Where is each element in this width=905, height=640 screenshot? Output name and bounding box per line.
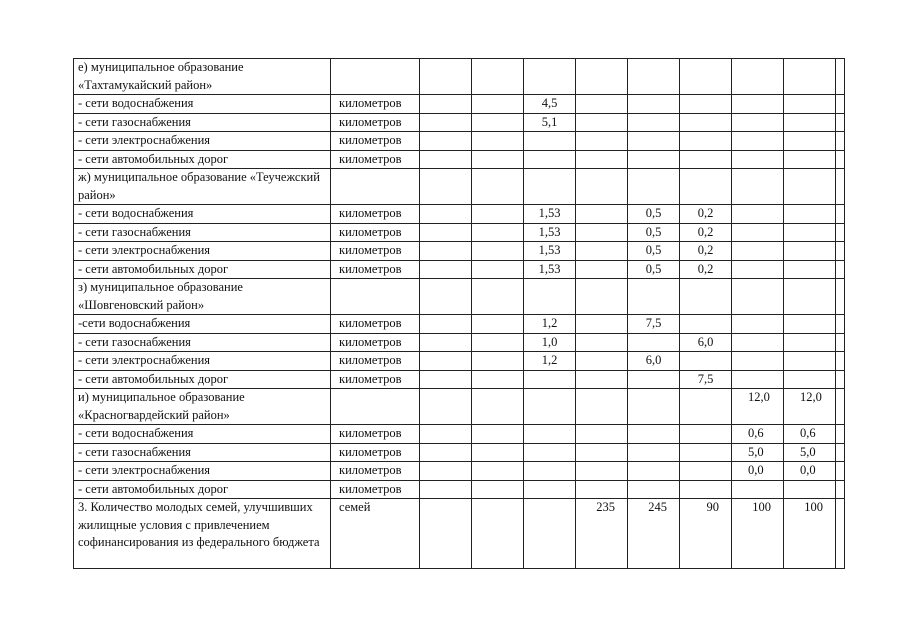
value-cell: [420, 260, 472, 279]
value-cell: [680, 169, 732, 205]
value-cell: [680, 315, 732, 334]
value-cell: [784, 279, 836, 315]
value-cell: [784, 113, 836, 132]
value-cell: 5,1: [524, 113, 576, 132]
value-cell: [472, 480, 524, 499]
value-cell: [628, 443, 680, 462]
value-cell: [472, 169, 524, 205]
value-cell: [472, 223, 524, 242]
value-cell: [732, 279, 784, 315]
value-cell: [472, 59, 524, 95]
value-cell: [732, 205, 784, 224]
table-row: [74, 169, 845, 205]
value-cell: 12,0: [784, 389, 836, 425]
value-cell: [628, 389, 680, 425]
value-cell: [628, 425, 680, 444]
value-cell: [628, 279, 680, 315]
value-cell: [420, 113, 472, 132]
unit-cell: километров: [331, 352, 420, 371]
row-name-cell: ж) муниципальное образование «Теучежский район»: [74, 169, 331, 205]
value-cell: 7,5: [680, 370, 732, 389]
value-cell: [836, 443, 845, 462]
value-cell: [732, 333, 784, 352]
value-cell: [836, 260, 845, 279]
value-cell: [628, 169, 680, 205]
value-cell: [576, 150, 628, 169]
value-cell: [472, 333, 524, 352]
value-cell: [732, 169, 784, 205]
value-cell: 245: [628, 499, 680, 569]
value-cell: 0,5: [628, 205, 680, 224]
value-cell: [576, 462, 628, 481]
value-cell: 6,0: [680, 333, 732, 352]
value-cell: 1,53: [524, 223, 576, 242]
value-cell: [680, 279, 732, 315]
row-name-cell: - сети водоснабжения: [74, 205, 331, 224]
unit-cell: километров: [331, 132, 420, 151]
unit-cell: километров: [331, 113, 420, 132]
value-cell: 0,2: [680, 223, 732, 242]
unit-cell: километров: [331, 260, 420, 279]
value-cell: [524, 279, 576, 315]
table-row: [74, 462, 845, 481]
value-cell: [732, 59, 784, 95]
value-cell: [680, 389, 732, 425]
value-cell: 1,0: [524, 333, 576, 352]
value-cell: [420, 480, 472, 499]
value-cell: 5,0: [732, 443, 784, 462]
value-cell: [784, 260, 836, 279]
value-cell: [784, 150, 836, 169]
value-cell: [680, 480, 732, 499]
row-name-cell: е) муниципальное образование «Тахтамукайский район»: [74, 59, 331, 95]
value-cell: 1,53: [524, 260, 576, 279]
value-cell: 90: [680, 499, 732, 569]
table-row: [74, 150, 845, 169]
value-cell: [680, 95, 732, 114]
value-cell: [576, 279, 628, 315]
value-cell: [784, 132, 836, 151]
value-cell: [576, 333, 628, 352]
unit-cell: километров: [331, 462, 420, 481]
unit-cell: километров: [331, 370, 420, 389]
value-cell: [628, 480, 680, 499]
table-row: [74, 480, 845, 499]
row-name-cell: - сети электроснабжения: [74, 132, 331, 151]
value-cell: [836, 389, 845, 425]
value-cell: [576, 113, 628, 132]
value-cell: [472, 242, 524, 261]
value-cell: [836, 169, 845, 205]
value-cell: [472, 352, 524, 371]
row-name-cell: - сети водоснабжения: [74, 95, 331, 114]
value-cell: [784, 169, 836, 205]
value-cell: [784, 352, 836, 371]
value-cell: [628, 113, 680, 132]
value-cell: [680, 462, 732, 481]
value-cell: 0,6: [732, 425, 784, 444]
row-name-cell: - сети электроснабжения: [74, 462, 331, 481]
value-cell: [784, 223, 836, 242]
value-cell: [524, 499, 576, 569]
value-cell: 0,2: [680, 242, 732, 261]
value-cell: [524, 443, 576, 462]
row-name-cell: - сети газоснабжения: [74, 443, 331, 462]
value-cell: 235: [576, 499, 628, 569]
value-cell: [784, 242, 836, 261]
value-cell: 0,2: [680, 260, 732, 279]
value-cell: [784, 480, 836, 499]
value-cell: [472, 279, 524, 315]
table-row: [74, 205, 845, 224]
value-cell: [576, 205, 628, 224]
value-cell: [472, 389, 524, 425]
value-cell: [576, 480, 628, 499]
row-name-cell: - сети электроснабжения: [74, 242, 331, 261]
value-cell: 0,5: [628, 242, 680, 261]
value-cell: [680, 352, 732, 371]
unit-cell: семей: [331, 499, 420, 569]
value-cell: [472, 462, 524, 481]
unit-cell: [331, 279, 420, 315]
row-name-cell: - сети газоснабжения: [74, 113, 331, 132]
value-cell: [836, 113, 845, 132]
unit-cell: километров: [331, 443, 420, 462]
value-cell: [420, 462, 472, 481]
value-cell: [524, 370, 576, 389]
table-row: [74, 59, 845, 95]
value-cell: [576, 132, 628, 151]
value-cell: [524, 425, 576, 444]
value-cell: [836, 333, 845, 352]
value-cell: 0,5: [628, 260, 680, 279]
value-cell: [732, 370, 784, 389]
row-name-cell: - сети автомобильных дорог: [74, 260, 331, 279]
value-cell: [836, 370, 845, 389]
value-cell: [524, 59, 576, 95]
table-row: [74, 279, 845, 315]
value-cell: 12,0: [732, 389, 784, 425]
value-cell: [628, 333, 680, 352]
value-cell: [628, 150, 680, 169]
value-cell: [732, 150, 784, 169]
table-row: [74, 113, 845, 132]
value-cell: [784, 205, 836, 224]
value-cell: [472, 132, 524, 151]
row-name-cell: и) муниципальное образование «Красногвардейский район»: [74, 389, 331, 425]
value-cell: [420, 389, 472, 425]
value-cell: [420, 499, 472, 569]
table-row: [74, 242, 845, 261]
value-cell: [836, 132, 845, 151]
value-cell: 100: [784, 499, 836, 569]
table-row: [74, 132, 845, 151]
row-name-cell: - сети автомобильных дорог: [74, 150, 331, 169]
value-cell: [628, 95, 680, 114]
value-cell: [420, 333, 472, 352]
table-row: [74, 352, 845, 371]
value-cell: [732, 260, 784, 279]
unit-cell: [331, 389, 420, 425]
value-cell: [680, 150, 732, 169]
value-cell: [472, 315, 524, 334]
value-cell: [732, 113, 784, 132]
value-cell: [472, 150, 524, 169]
value-cell: [836, 95, 845, 114]
table-row: [74, 315, 845, 334]
value-cell: [472, 205, 524, 224]
row-name-cell: 3. Количество молодых семей, улучшивших жилищные условия с привлечением софинансирования из федерального бюджета: [74, 499, 331, 569]
value-cell: [576, 59, 628, 95]
value-cell: 1,2: [524, 352, 576, 371]
value-cell: [524, 462, 576, 481]
unit-cell: километров: [331, 150, 420, 169]
value-cell: [732, 480, 784, 499]
value-cell: [420, 150, 472, 169]
table-row: [74, 370, 845, 389]
value-cell: [836, 279, 845, 315]
value-cell: [836, 499, 845, 569]
value-cell: [472, 95, 524, 114]
unit-cell: километров: [331, 480, 420, 499]
table-row: [74, 95, 845, 114]
value-cell: [420, 352, 472, 371]
value-cell: [836, 150, 845, 169]
indicators-table: [73, 58, 845, 569]
value-cell: [576, 352, 628, 371]
value-cell: [420, 205, 472, 224]
value-cell: 0,2: [680, 205, 732, 224]
value-cell: [732, 352, 784, 371]
value-cell: [420, 59, 472, 95]
value-cell: [420, 279, 472, 315]
value-cell: [576, 260, 628, 279]
row-name-cell: - сети электроснабжения: [74, 352, 331, 371]
value-cell: 4,5: [524, 95, 576, 114]
value-cell: [732, 242, 784, 261]
row-name-cell: - сети газоснабжения: [74, 333, 331, 352]
value-cell: [576, 315, 628, 334]
value-cell: [576, 95, 628, 114]
value-cell: [576, 443, 628, 462]
row-name-cell: -сети водоснабжения: [74, 315, 331, 334]
table-body: [74, 59, 845, 569]
value-cell: [524, 389, 576, 425]
unit-cell: километров: [331, 315, 420, 334]
value-cell: [680, 443, 732, 462]
value-cell: [472, 499, 524, 569]
row-name-cell: - сети автомобильных дорог: [74, 370, 331, 389]
value-cell: [680, 425, 732, 444]
unit-cell: километров: [331, 205, 420, 224]
value-cell: [420, 223, 472, 242]
value-cell: [576, 169, 628, 205]
value-cell: [836, 315, 845, 334]
unit-cell: километров: [331, 95, 420, 114]
value-cell: [524, 169, 576, 205]
value-cell: [472, 370, 524, 389]
value-cell: [576, 242, 628, 261]
value-cell: [836, 242, 845, 261]
value-cell: [524, 132, 576, 151]
value-cell: [628, 132, 680, 151]
unit-cell: километров: [331, 223, 420, 242]
value-cell: [472, 260, 524, 279]
row-name-cell: - сети автомобильных дорог: [74, 480, 331, 499]
value-cell: [628, 370, 680, 389]
value-cell: [472, 443, 524, 462]
value-cell: [420, 315, 472, 334]
value-cell: 0,6: [784, 425, 836, 444]
row-name-cell: - сети газоснабжения: [74, 223, 331, 242]
value-cell: [628, 462, 680, 481]
table-row: [74, 499, 845, 569]
value-cell: 0,0: [732, 462, 784, 481]
value-cell: [576, 223, 628, 242]
table-row: [74, 443, 845, 462]
value-cell: [420, 242, 472, 261]
value-cell: [732, 315, 784, 334]
value-cell: [420, 169, 472, 205]
value-cell: [732, 223, 784, 242]
value-cell: 7,5: [628, 315, 680, 334]
unit-cell: километров: [331, 333, 420, 352]
unit-cell: километров: [331, 425, 420, 444]
row-name-cell: з) муниципальное образование «Шовгеновский район»: [74, 279, 331, 315]
table-row: [74, 260, 845, 279]
value-cell: [420, 443, 472, 462]
value-cell: 5,0: [784, 443, 836, 462]
value-cell: 1,53: [524, 205, 576, 224]
value-cell: [836, 425, 845, 444]
table-row: [74, 425, 845, 444]
value-cell: [732, 95, 784, 114]
table-row: [74, 333, 845, 352]
value-cell: [680, 59, 732, 95]
value-cell: [732, 132, 784, 151]
row-name-cell: - сети водоснабжения: [74, 425, 331, 444]
table-row: [74, 223, 845, 242]
value-cell: 1,53: [524, 242, 576, 261]
value-cell: [836, 480, 845, 499]
value-cell: [836, 352, 845, 371]
unit-cell: километров: [331, 242, 420, 261]
value-cell: [576, 370, 628, 389]
value-cell: [680, 132, 732, 151]
value-cell: [576, 389, 628, 425]
value-cell: [628, 59, 680, 95]
unit-cell: [331, 59, 420, 95]
value-cell: [420, 95, 472, 114]
value-cell: [784, 315, 836, 334]
value-cell: [420, 370, 472, 389]
value-cell: [784, 59, 836, 95]
unit-cell: [331, 169, 420, 205]
value-cell: 0,5: [628, 223, 680, 242]
value-cell: [836, 462, 845, 481]
value-cell: [576, 425, 628, 444]
value-cell: [836, 59, 845, 95]
value-cell: [680, 113, 732, 132]
value-cell: [784, 333, 836, 352]
value-cell: 1,2: [524, 315, 576, 334]
value-cell: [836, 205, 845, 224]
value-cell: [472, 113, 524, 132]
value-cell: [472, 425, 524, 444]
value-cell: 0,0: [784, 462, 836, 481]
value-cell: [524, 480, 576, 499]
value-cell: [784, 95, 836, 114]
value-cell: [524, 150, 576, 169]
value-cell: [836, 223, 845, 242]
value-cell: [420, 425, 472, 444]
value-cell: 100: [732, 499, 784, 569]
value-cell: [784, 370, 836, 389]
value-cell: 6,0: [628, 352, 680, 371]
value-cell: [420, 132, 472, 151]
table-row: [74, 389, 845, 425]
